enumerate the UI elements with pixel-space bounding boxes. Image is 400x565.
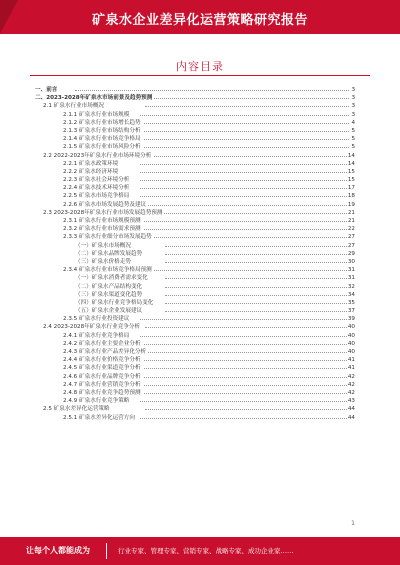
toc-leader-dots bbox=[140, 147, 349, 148]
toc-entry[interactable] bbox=[35, 152, 355, 160]
toc-leader-dots bbox=[75, 90, 349, 91]
toc-entry-text: 2.1.1 矿泉水行业市场规模 bbox=[63, 111, 130, 118]
toc-entry-page: 40 bbox=[347, 324, 355, 331]
toc-entry[interactable] bbox=[35, 102, 355, 110]
toc-leader-dots bbox=[165, 287, 349, 288]
toc-entry-text: 2.2.2 矿泉水经济环境 bbox=[63, 168, 119, 175]
toc-entry[interactable] bbox=[35, 299, 355, 307]
toc-entry-page: 31 bbox=[347, 267, 355, 274]
toc-entry-page: 21 bbox=[347, 209, 355, 216]
toc-entry-page: 34 bbox=[347, 291, 355, 298]
toc-leader-dots bbox=[140, 418, 349, 419]
toc-entry[interactable] bbox=[35, 233, 355, 241]
toc-entry-text: 2.3.1 矿泉水行业市场规模预测 bbox=[63, 218, 141, 224]
toc-entry-text: 2.4.7 矿泉水行业营销竞争分析 bbox=[63, 381, 141, 388]
toc-entry-text: 2.2.5 矿泉水市场竞争格局 bbox=[63, 193, 130, 200]
toc-entry-text: 2.4.6 矿泉水行业品牌竞争分析 bbox=[63, 373, 141, 380]
header-bar bbox=[0, 0, 400, 34]
toc-entry[interactable] bbox=[35, 111, 355, 119]
toc-entry-text: 2.1.4 矿泉水行业市场竞争格局 bbox=[63, 136, 141, 143]
toc-entry-page: 44 bbox=[347, 414, 355, 421]
toc-entry-page: 19 bbox=[347, 201, 355, 208]
toc-entry-text: 2.2.3 矿泉水社会环境分析 bbox=[63, 177, 130, 184]
toc-entry[interactable] bbox=[35, 86, 355, 94]
toc-leader-dots bbox=[165, 278, 349, 279]
toc-entry-text: （一）矿泉水消费者需求变化 bbox=[75, 275, 148, 282]
toc-entry[interactable] bbox=[35, 242, 355, 250]
toc-entry-text: 2.4.5 矿泉水行业渠道竞争分析 bbox=[63, 365, 141, 372]
toc-entry-page: 42 bbox=[347, 373, 355, 380]
toc-leader-dots bbox=[140, 401, 349, 402]
toc-leader-dots bbox=[140, 270, 349, 271]
toc-entry-text: 2.4.3 矿泉水行业产品差异化分析 bbox=[63, 349, 147, 355]
toc-leader-dots bbox=[145, 409, 349, 410]
toc-entry-page: 35 bbox=[347, 299, 355, 306]
toc-leader-dots bbox=[140, 131, 349, 132]
toc-entry-text: （二）矿泉水产品结构变化 bbox=[75, 283, 143, 290]
toc-entry-page: 15 bbox=[347, 168, 355, 175]
toc-entry-text: 2.4.4 矿泉水行业价格竞争分析 bbox=[63, 357, 141, 364]
toc-entry-text: （一）矿泉水市场概况 bbox=[75, 242, 131, 249]
toc-leader-dots bbox=[140, 393, 349, 394]
toc-entry-page: 21 bbox=[347, 218, 355, 224]
toc-entry-text: 2.3.2 矿泉水行业市场需求预测 bbox=[63, 226, 141, 233]
footer-slogan: 让每个人都能成为 bbox=[26, 546, 90, 555]
toc-entry-page: 3 bbox=[351, 111, 355, 118]
toc-entry-page: 27 bbox=[347, 234, 355, 241]
toc-entry[interactable] bbox=[35, 291, 355, 299]
footer-tagline: 行业专家、管理专家、营销专家、战略专家、成功企业家…… bbox=[118, 547, 294, 555]
toc-entry-page: 22 bbox=[347, 226, 355, 233]
toc-entry-text: 2.4.9 矿泉水行业竞争策略 bbox=[63, 398, 130, 405]
footer-bar bbox=[0, 537, 400, 565]
toc-leader-dots bbox=[165, 295, 349, 296]
toc-entry[interactable] bbox=[35, 217, 355, 225]
toc-entry-page: 29 bbox=[347, 250, 355, 257]
toc-entry-text: 2.4.8 矿泉水行业竞争趋势预测 bbox=[63, 389, 141, 396]
toc-entry-text: （四）矿泉水行业竞争格局变化 bbox=[75, 299, 154, 306]
toc-entry[interactable] bbox=[35, 283, 355, 291]
toc-entry[interactable] bbox=[35, 94, 355, 102]
toc-entry-text: 2.2.6 矿泉水市场发展趋势及建议 bbox=[63, 201, 147, 208]
toc-entry-page: 40 bbox=[347, 332, 355, 339]
toc-entry[interactable] bbox=[35, 135, 355, 143]
toc-entry-text: 2.2.1 矿泉水政策环境 bbox=[63, 160, 119, 167]
toc-leader-dots bbox=[140, 172, 349, 173]
toc-entry[interactable] bbox=[35, 176, 355, 184]
toc-leader-dots bbox=[140, 139, 349, 140]
toc-entry-text: 2.1.2 矿泉水行业市场增长趋势 bbox=[63, 119, 141, 126]
toc-entry-text: 2.3.4 矿泉水行业市场竞争格局预测 bbox=[63, 267, 152, 274]
page-number: 1 bbox=[351, 520, 355, 527]
toc-leader-dots bbox=[140, 319, 349, 320]
toc-leader-dots bbox=[165, 311, 349, 312]
toc-leader-dots bbox=[140, 368, 349, 369]
toc-entry[interactable] bbox=[35, 143, 355, 151]
toc-entry-text: 2.2.4 矿泉水技术环境分析 bbox=[63, 185, 130, 192]
toc-entry-text: （二）矿泉水品牌发展趋势 bbox=[75, 250, 143, 257]
toc-entry-page: 42 bbox=[347, 381, 355, 388]
toc-entry-text: （三）矿泉水渠道变化趋势 bbox=[75, 291, 143, 298]
toc-entry[interactable] bbox=[35, 414, 355, 422]
toc-entry[interactable] bbox=[35, 356, 355, 364]
toc-entry[interactable] bbox=[35, 397, 355, 405]
toc-leader-dots bbox=[140, 385, 349, 386]
toc-leader-dots bbox=[140, 188, 349, 189]
toc-entry-page: 5 bbox=[351, 144, 355, 151]
toc-entry[interactable] bbox=[35, 258, 355, 266]
toc-leader-dots bbox=[140, 360, 349, 361]
toc-leader-dots bbox=[145, 156, 349, 157]
toc-leader-dots bbox=[145, 213, 349, 214]
toc-entry-page: 3 bbox=[351, 95, 355, 102]
footer-divider bbox=[106, 543, 107, 559]
toc-entry[interactable] bbox=[35, 184, 355, 192]
toc-leader-dots bbox=[140, 196, 349, 197]
toc-entry-page: 41 bbox=[347, 365, 355, 372]
toc-leader-dots bbox=[140, 237, 349, 238]
toc-leader-dots bbox=[140, 123, 349, 124]
toc-entry[interactable] bbox=[35, 405, 355, 413]
toc-entry[interactable] bbox=[35, 315, 355, 323]
toc-entry-page: 32 bbox=[347, 283, 355, 290]
toc-entry-text: 2.4 2023-2028年矿泉水行业竞争分析 bbox=[43, 324, 141, 331]
toc-divider bbox=[30, 75, 370, 76]
toc-entry[interactable] bbox=[35, 373, 355, 381]
toc-entry-text: 2.5 矿泉水差异化运营策略 bbox=[43, 406, 110, 413]
toc-entry-page: 3 bbox=[351, 103, 355, 110]
toc-leader-dots bbox=[165, 262, 349, 263]
toc-leader-dots bbox=[140, 115, 349, 116]
toc-entry-page: 14 bbox=[347, 160, 355, 167]
toc-leader-dots bbox=[145, 327, 349, 328]
toc-entry-text: 二、2023-2028年矿泉水市场前景及趋势预测 bbox=[35, 95, 153, 102]
report-title: 矿泉水企业差异化运营策略研究报告 bbox=[91, 13, 308, 28]
toc-leader-dots bbox=[165, 303, 349, 304]
toc-entry[interactable] bbox=[35, 168, 355, 176]
toc-entry-page: 27 bbox=[347, 242, 355, 249]
toc-entry[interactable] bbox=[35, 250, 355, 258]
toc-entry[interactable] bbox=[35, 323, 355, 331]
toc-leader-dots bbox=[140, 229, 349, 230]
toc-entry-page: 44 bbox=[347, 406, 355, 413]
toc-entry-page: 40 bbox=[347, 349, 355, 355]
toc-entry-page: 5 bbox=[351, 136, 355, 143]
toc-entry-page: 30 bbox=[347, 258, 355, 265]
toc-entry[interactable] bbox=[35, 389, 355, 397]
toc-entry-page: 14 bbox=[347, 152, 355, 159]
toc-leader-dots bbox=[145, 106, 349, 107]
toc-entry[interactable] bbox=[35, 364, 355, 372]
toc-entry-text: 2.2 2022-2023年矿泉水行业市场环境分析 bbox=[43, 152, 152, 159]
toc-entry[interactable] bbox=[35, 340, 355, 348]
toc-leader-dots bbox=[140, 336, 349, 337]
toc-leader-dots bbox=[140, 205, 349, 206]
toc-entry-page: 41 bbox=[347, 357, 355, 364]
toc-leader-dots bbox=[140, 221, 349, 222]
toc-leader-dots bbox=[165, 246, 349, 247]
toc-title: 内容目录 bbox=[176, 60, 224, 73]
toc-entry-text: 2.1.5 矿泉水行业市场风险分析 bbox=[63, 144, 141, 151]
toc-entry[interactable] bbox=[35, 160, 355, 168]
toc-entry[interactable] bbox=[35, 307, 355, 315]
toc-entry-page: 40 bbox=[347, 340, 355, 347]
toc-entry[interactable] bbox=[35, 201, 355, 209]
toc-leader-dots bbox=[165, 254, 349, 255]
toc-entry[interactable] bbox=[35, 119, 355, 127]
toc-entry-page: 42 bbox=[347, 389, 355, 396]
toc-entry[interactable] bbox=[35, 274, 355, 282]
toc-entry-page: 39 bbox=[347, 316, 355, 323]
toc-entry-page: 3 bbox=[351, 87, 355, 93]
toc-leader-dots bbox=[140, 344, 349, 345]
toc-entry-text: 2.4.2 矿泉水行业主要企业分析 bbox=[63, 340, 141, 347]
toc-entry-text: 2.5.1 矿泉水差异化运营方向 bbox=[63, 414, 135, 421]
toc-leader-dots bbox=[140, 377, 349, 378]
toc-entry-page: 31 bbox=[347, 275, 355, 282]
toc-entry[interactable] bbox=[35, 348, 355, 356]
toc-entry-text: 2.3 2023-2028年矿泉水行业市场发展趋势预测 bbox=[43, 209, 163, 216]
toc-entry-text: 一、前言 bbox=[35, 87, 58, 93]
toc-entry-text: （五）矿泉水企业发展建议 bbox=[75, 308, 143, 315]
toc-entry-text: 2.3.5 矿泉水行业投资建议 bbox=[63, 316, 130, 323]
toc-leader-dots bbox=[140, 180, 349, 181]
toc-entry-text: 2.1 矿泉水行业市场概况 bbox=[43, 103, 105, 110]
toc-entry[interactable] bbox=[35, 225, 355, 233]
toc-entry[interactable] bbox=[35, 381, 355, 389]
toc-entry-text: 2.1.3 矿泉水行业市场结构分析 bbox=[63, 127, 141, 134]
toc-entry[interactable] bbox=[35, 266, 355, 274]
toc-entry[interactable] bbox=[35, 332, 355, 340]
toc-entry-text: 2.3.3 矿泉水行业细分市场发展趋势 bbox=[63, 234, 152, 241]
toc-entry-page: 15 bbox=[347, 177, 355, 184]
toc-entry-page: 18 bbox=[347, 193, 355, 200]
toc-entry-page: 43 bbox=[347, 398, 355, 405]
toc-entry[interactable] bbox=[35, 127, 355, 135]
toc-entry-page: 37 bbox=[347, 308, 355, 315]
toc-leader-dots bbox=[140, 164, 349, 165]
toc-entry-page: 17 bbox=[347, 185, 355, 192]
toc-entry-text: 2.4.1 矿泉水行业竞争格局 bbox=[63, 332, 130, 339]
toc-entry-page: 5 bbox=[351, 127, 355, 134]
toc-leader-dots bbox=[140, 352, 349, 353]
toc-entry-text: （三）矿泉水价格走势 bbox=[75, 258, 131, 265]
toc-entry-page: 4 bbox=[351, 119, 355, 126]
toc-entry[interactable] bbox=[35, 209, 355, 217]
toc-entry[interactable] bbox=[35, 192, 355, 200]
table-of-contents bbox=[35, 86, 355, 422]
